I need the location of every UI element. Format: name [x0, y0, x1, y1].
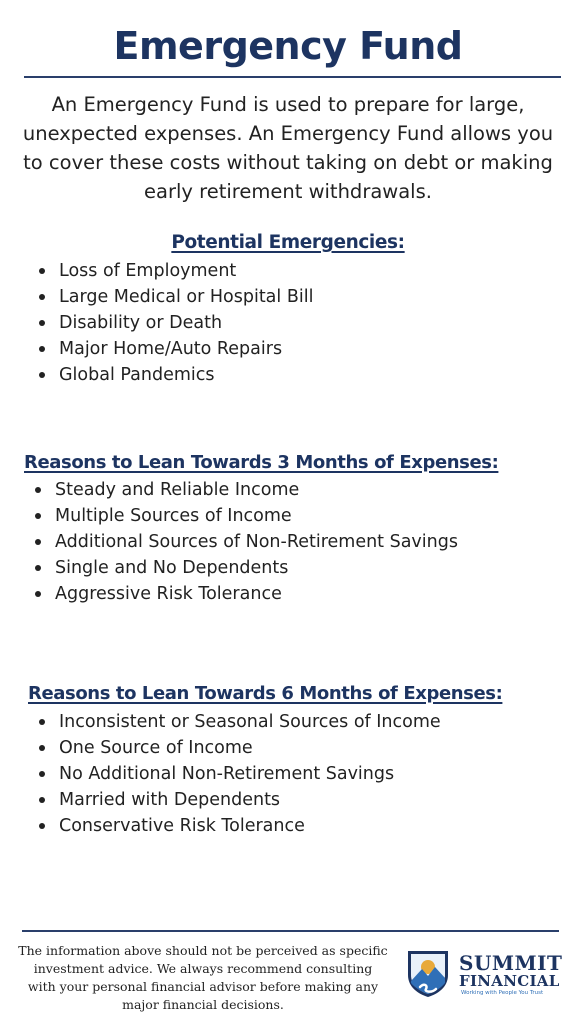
- logo-line-financial: FINANCIAL: [459, 972, 560, 990]
- title-divider: [24, 76, 561, 78]
- section-heading-6-months: Reasons to Lean Towards 6 Months of Expenses:: [28, 683, 503, 704]
- logo-line-summit: SUMMIT: [459, 951, 563, 975]
- list-item: No Additional Non-Retirement Savings: [37, 761, 441, 787]
- summit-financial-logo: [402, 945, 562, 1001]
- six-months-reasons-list: [37, 709, 441, 839]
- list-item: Conservative Risk Tolerance: [37, 813, 441, 839]
- list-item: One Source of Income: [37, 735, 441, 761]
- list-item: Global Pandemics: [37, 362, 313, 388]
- list-item: Inconsistent or Seasonal Sources of Income: [37, 709, 441, 735]
- footer-divider: [22, 930, 559, 932]
- list-item: Married with Dependents: [37, 787, 441, 813]
- logo-tagline: Working with People You Trust: [461, 990, 544, 996]
- section-heading-3-months: Reasons to Lean Towards 3 Months of Expenses:: [24, 452, 499, 473]
- list-item: Loss of Employment: [37, 258, 313, 284]
- list-item: Additional Sources of Non-Retirement Savings: [33, 529, 458, 555]
- section-heading-potential-emergencies: Potential Emergencies:: [171, 232, 405, 253]
- list-item: Multiple Sources of Income: [33, 503, 458, 529]
- page-title: Emergency Fund: [113, 24, 463, 68]
- list-item: Disability or Death: [37, 310, 313, 336]
- list-item: Large Medical or Hospital Bill: [37, 284, 313, 310]
- intro-paragraph: An Emergency Fund is used to prepare for large, unexpected expenses. An Emergency Fund allows you to cover these costs without taking on debt or making early retirement withdrawals.: [22, 93, 554, 203]
- mountain-shield-icon: [402, 947, 454, 999]
- three-months-reasons-list: [33, 477, 458, 607]
- list-item: Steady and Reliable Income: [33, 477, 458, 503]
- list-item: Major Home/Auto Repairs: [37, 336, 313, 362]
- list-item: Aggressive Risk Tolerance: [33, 581, 458, 607]
- potential-emergencies-list: [37, 258, 313, 388]
- list-item: Single and No Dependents: [33, 555, 458, 581]
- disclaimer-text: The information above should not be perceived as specific investment advice. We always recommend consulting with your personal financial advisor before making any major financial decisions.: [18, 943, 388, 1012]
